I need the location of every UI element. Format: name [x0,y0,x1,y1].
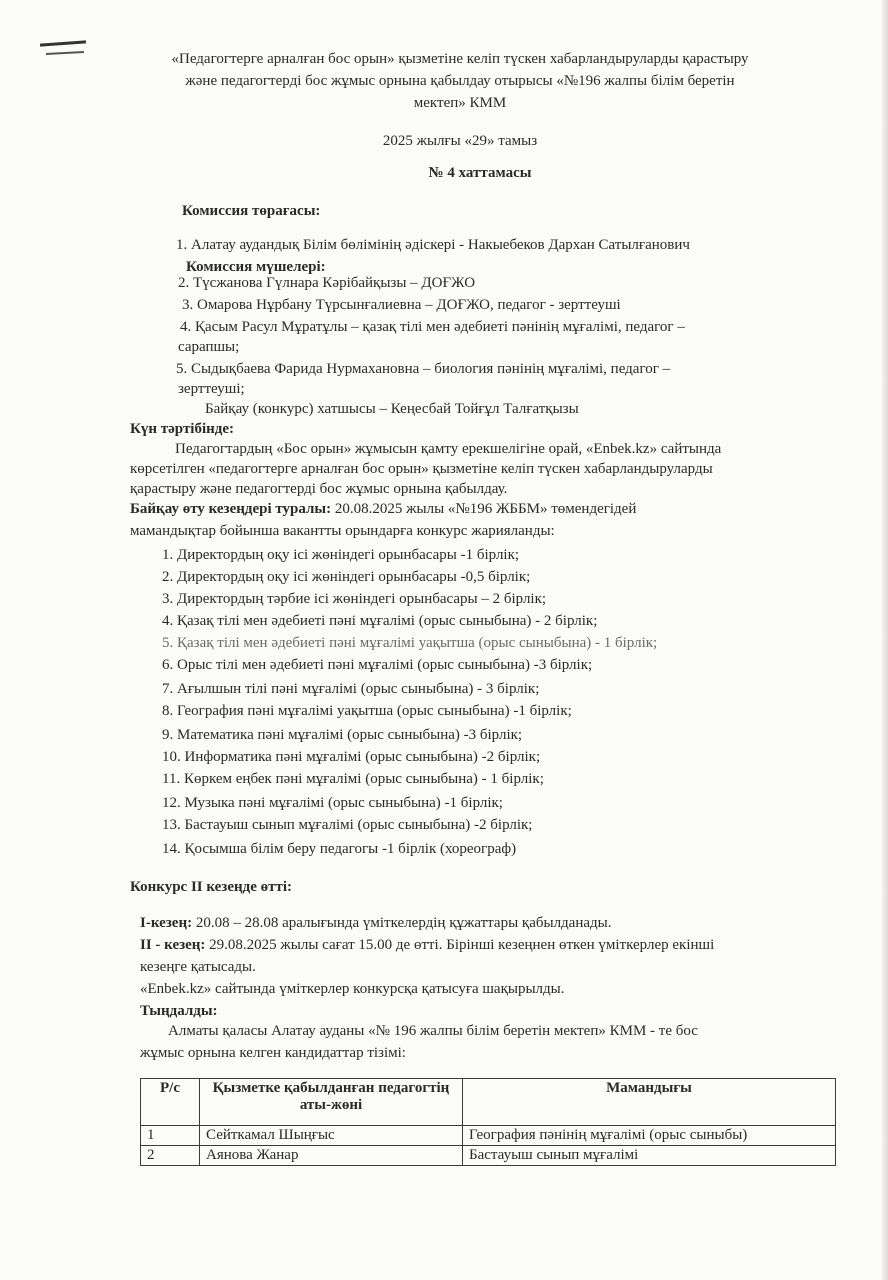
row-name: Сейткамал Шыңғыс [200,1126,463,1146]
vacancy-item: 11. Көркем еңбек пәні мұғалімі (орыс сыныбына) - 1 бірлік; [162,771,544,787]
column-header-name: Қызметке қабылданған педагогтің аты-жөні [200,1079,463,1126]
vacancy-item: 2. Директордың оқу ісі жөніндегі орынбасары -0,5 бірлік; [162,569,531,585]
agenda-text: көрсетілген «педагогтерге арналған бос орын» қызметіне келіп түскен хабарландыруларды [130,461,713,477]
row-name: Аянова Жанар [200,1146,463,1166]
title-line-2: және педагогтерді бос жұмыс орнына қабылдау отырысы «№196 жалпы білім беретін [185,73,735,89]
table-row [141,1126,836,1146]
row-specialty: Бастауыш сынып мұғалімі [463,1146,836,1166]
row-number: 1 [141,1126,200,1146]
commission-member: зерттеуші; [178,381,245,397]
title-line-1: «Педагогтерге арналған бос орын» қызметіне келіп түскен хабарландыруларды қарастыру [171,51,749,67]
column-header-number: Р/с [141,1079,200,1126]
page-edge-shadow [882,0,888,1280]
contest-stage-2 [140,936,714,954]
vacancy-item: 12. Музыка пәні мұғалімі (орыс сыныбына) -1 бірлік; [162,795,503,811]
result-heading: Тыңдалды: [140,1003,218,1019]
commission-members-heading: Комиссия мүшелері: [186,259,326,275]
vacancy-item: 8. География пәні мұғалімі уақытша (орыс сыныбына) -1 бірлік; [162,703,572,719]
candidates-table [140,1078,836,1166]
row-specialty: География пәнінің мұғалімі (орыс сыныбы) [463,1126,836,1146]
scan-mark [46,51,84,55]
vacancy-item: 5. Қазақ тілі мен әдебиеті пәні мұғалімі уақытша (орыс сыныбына) - 1 бірлік; [162,635,658,651]
result-text: Алматы қаласы Алатау ауданы «№ 196 жалпы білім беретін мектеп» КММ - те бос [168,1023,698,1039]
commission-chair-heading: Комиссия төрағасы: [182,203,321,219]
result-text: жұмыс орнына келген кандидаттар тізімі: [140,1045,406,1061]
contest-stage-2-cont: кезеңге қатысады. [140,959,256,975]
stages-text: мамандықтар бойынша вакантты орындарға конкурс жарияланды: [130,523,555,539]
vacancy-item: 13. Бастауыш сынып мұғалімі (орыс сыныбына) -2 бірлік; [162,817,533,833]
contest-stage-1 [140,914,612,932]
contest-invite: «Enbek.kz» сайтында үміткерлер конкурсқа қатысуға шақырылды. [140,981,565,997]
commission-member: 4. Қасым Расул Мұратұлы – қазақ тілі мен әдебиеті пәнінің мұғалімі, педагог – [180,319,685,335]
commission-member: 2. Түсжанова Гүлнара Кәрібайқызы – ДОҒЖО [178,275,476,291]
stages-heading: Байқау өту кезеңдері туралы: [130,501,332,517]
agenda-text: Педагогтардың «Бос орын» жұмысын қамту ерекшелігіне орай, «Enbek.kz» сайтында [175,441,722,457]
vacancy-item: 7. Ағылшын тілі пәні мұғалімі (орыс сыныбына) - 3 бірлік; [162,681,540,697]
protocol-number: № 4 хаттамасы [428,165,532,181]
vacancy-item: 6. Орыс тілі мен әдебиеті пәні мұғалімі (орыс сыныбына) -3 бірлік; [162,657,593,673]
scan-mark [40,40,86,46]
contest-heading: Конкурс II кезеңде өтті: [130,879,293,895]
vacancy-item: 3. Директордың тәрбие ісі жөніндегі орынбасары – 2 бірлік; [162,591,547,607]
contest-secretary: Байқау (конкурс) хатшысы – Кеңесбай Тойғұл Талғатқызы [205,401,579,417]
stage-1-label: І-кезең: [140,915,193,931]
stage-2-label: ІІ - кезең: [140,937,206,953]
agenda-text: қарастыру және педагогтерді бос жұмыс орнына қабылдау. [130,481,508,497]
vacancy-item: 14. Қосымша білім беру педагогы -1 бірлік (хореограф) [162,841,517,857]
vacancy-item: 9. Математика пәні мұғалімі (орыс сыныбына) -3 бірлік; [162,727,523,743]
vacancy-item: 4. Қазақ тілі мен әдебиеті пәні мұғалімі (орыс сыныбына) - 2 бірлік; [162,613,598,629]
commission-member: 3. Омарова Нұрбану Түрсынғалиевна – ДОҒЖО, педагог - зерттеуші [182,297,621,313]
table-header-row [141,1079,836,1126]
commission-member: 5. Сыдықбаева Фарида Нурмахановна – биология пәнінің мұғалімі, педагог – [176,361,671,377]
vacancy-item: 10. Информатика пәні мұғалімі (орыс сыныбына) -2 бірлік; [162,749,541,765]
stage-2-text: 29.08.2025 жылы сағат 15.00 де өтті. Бірінші кезеңнен өткен үміткерлер екінші [205,937,715,953]
stage-1-text: 20.08 – 28.08 аралығында үміткелердің құжаттары қабылданады. [192,915,612,931]
commission-member: сарапшы; [178,339,240,355]
row-number: 2 [141,1146,200,1166]
agenda-heading: Күн тәртібінде: [130,421,235,437]
table-row [141,1146,836,1166]
title-line-3: мектеп» КММ [413,95,507,111]
vacancy-item: 1. Директордың оқу ісі жөніндегі орынбасары -1 бірлік; [162,547,520,563]
column-header-specialty: Мамандығы [463,1079,836,1126]
document-date: 2025 жылғы «29» тамыз [382,133,538,149]
stages-intro [130,500,636,518]
stages-heading-rest: 20.08.2025 жылы «№196 ЖББМ» төмендегідей [331,501,637,517]
commission-chair: 1. Алатау аудандық Білім бөлімінің әдіскері - Накыебеков Дархан Сатылғанович [176,237,690,253]
